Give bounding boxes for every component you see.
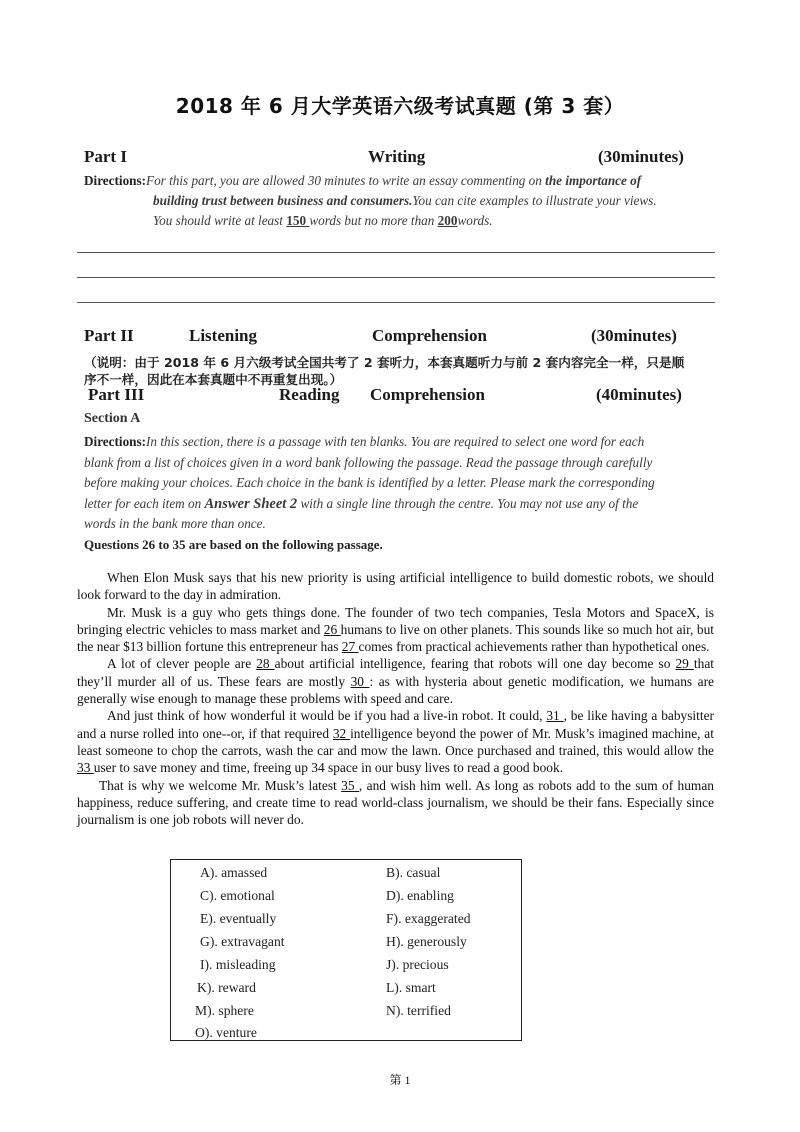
p4-text-b: , be like having a babysitter and a nurse rolled into one--or, if that required: [77, 708, 714, 741]
part2-section-b: Comprehension: [372, 326, 487, 345]
bank-option: E). eventually: [200, 911, 277, 926]
bank-option: F). exaggerated: [386, 911, 471, 926]
p2-text-c: comes from practical achievements rather than hypothetical ones.: [358, 639, 710, 655]
part3-section-a: Reading: [279, 385, 340, 404]
part1-time: (30minutes): [598, 147, 684, 166]
part3-dir-text3: before making your choices. Each choice in the bank is identified by a letter. Please mark the corresponding: [84, 475, 655, 490]
passage-p2: [77, 604, 714, 656]
part1-dir-text2: You can cite examples to illustrate your views.: [412, 193, 657, 208]
page-title: 2018 年 6 月大学英语六级考试真题 (第 3 套）: [175, 94, 625, 118]
part2-name: Part II: [84, 326, 134, 345]
p4-text-a: And just think of how wonderful it would be if you had a live-in robot. It could,: [107, 708, 547, 724]
part2-note-line2: 序不一样，因此在本套真题中不再重复出现。）: [84, 372, 343, 387]
p3-text-c: that they’ll murder all of us. These fears are mostly: [77, 656, 714, 689]
bank-option: J). precious: [386, 957, 449, 972]
bank-option: N). terrified: [386, 1003, 451, 1018]
blank-29: 29: [675, 656, 694, 672]
bank-option: O). venture: [195, 1025, 257, 1040]
part3-dir-line4: [84, 494, 724, 515]
passage-p4: [77, 707, 714, 776]
part1-directions-line2: [153, 191, 753, 212]
passage-p1: When Elon Musk says that his new priority is using artificial intelligence to build domestic robots, we should look forward to the day in admiration.: [77, 570, 714, 603]
p3-text-b: about artificial intelligence, fearing that robots will one day become so: [274, 656, 676, 672]
p5-text-b: , and wish him well. As long as robots add to the sum of human happiness, reduce suffering, and create time to read world-class journalism, we should be their fans. Especially since journalism is one job robots will never do.: [77, 777, 714, 828]
writing-line-1: [77, 252, 715, 253]
word-max: 200: [437, 213, 458, 228]
part3-dir-text4c: with a single line through the centre. You may not use any of the: [297, 495, 639, 511]
part3-dir-line3: [84, 473, 724, 494]
p3-text-a: A lot of clever people are: [107, 656, 257, 672]
part1-dir-line3b: words but no more than: [309, 213, 438, 228]
part2-note-line1: （说明：由于 2018 年 6 月六级考试全国共考了 2 套听力，本套真题听力与前 2 套内容完全一样，只是顺: [84, 355, 685, 370]
p5-text-a: That is why we welcome Mr. Musk’s latest: [99, 777, 342, 793]
part2-time: (30minutes): [591, 326, 677, 345]
bank-option: K). reward: [197, 980, 256, 995]
bank-option: L). smart: [386, 980, 436, 995]
p2-text-b: humans to live on other planets. This sounds like so much hot air, but the near $13 billion fortune this entrepreneur has: [77, 621, 714, 655]
part3-dir-line1: [84, 432, 724, 453]
part3-dir-text5: words in the bank more than once.: [84, 516, 266, 531]
blank-32: 32: [332, 725, 351, 741]
part1-dir-label: Directions:: [84, 173, 147, 188]
passage-p5: [77, 777, 714, 829]
part3-dir-text4a: letter for each item on: [84, 495, 205, 511]
part3-time: (40minutes): [596, 385, 682, 404]
part1-dir-line3a: You should write at least: [153, 213, 287, 228]
bank-option: I). misleading: [200, 957, 276, 972]
writing-line-2: [77, 277, 715, 278]
part3-section-b: Comprehension: [370, 385, 485, 404]
p4-text-d: user to save money and time, freeing up 34 space in our busy lives to read a good book.: [93, 760, 564, 776]
part1-dir-text1: For this part, you are allowed 30 minutes to write an essay commenting on: [146, 173, 546, 188]
bank-option: A). amassed: [200, 865, 268, 880]
bank-option: D). enabling: [386, 888, 454, 903]
page-number: 第 1: [389, 1073, 411, 1087]
blank-31: 31: [546, 708, 564, 724]
writing-line-3: [77, 302, 715, 303]
word-bank: [170, 859, 522, 1041]
part3-dir-line5: [84, 514, 724, 535]
part1-section: Writing: [368, 147, 426, 166]
questions-note: Questions 26 to 35 are based on the following passage.: [84, 537, 383, 552]
blank-33: 33: [77, 760, 94, 776]
blank-26: 26: [323, 621, 341, 637]
passage-p3: [77, 655, 714, 707]
passage: [77, 569, 714, 828]
bank-option: B). casual: [386, 865, 441, 880]
answer-sheet-label: Answer Sheet 2: [204, 495, 298, 512]
part3-dir-label: Directions:: [84, 434, 147, 449]
part1-directions-line1: [84, 171, 724, 192]
blank-35: 35: [341, 777, 359, 793]
part1-dir-bold-b: building trust between business and consumers.: [153, 193, 413, 208]
bank-option: H). generously: [386, 934, 467, 949]
p2-text-a: Mr. Musk is a guy who gets things done. The founder of two tech companies, Tesla Motors and SpaceX, is bringing electric vehicles to mass market and: [77, 604, 714, 637]
part2-section-a: Listening: [189, 326, 258, 345]
part1-dir-line3c: words.: [457, 213, 493, 228]
bank-option: C). emotional: [200, 888, 275, 903]
part3-name: Part III: [88, 385, 145, 404]
section-a-label: Section A: [84, 411, 141, 426]
bank-option: G). extravagant: [200, 934, 285, 949]
part1-name: Part I: [84, 147, 127, 166]
part3-dir-line2: [84, 453, 724, 474]
blank-30: 30: [350, 673, 370, 689]
part3-directions: [84, 432, 724, 535]
bank-option: M). sphere: [195, 1003, 254, 1018]
part1-dir-bold-a: the importance of: [545, 173, 642, 188]
part3-dir-text1: In this section, there is a passage with ten blanks. You are required to select one word for each: [146, 434, 645, 449]
p3-text-d: : as with hysteria about genetic modification, we humans are generally wise enough to manage these problems with speed and care.: [77, 673, 714, 707]
p4-text-c: intelligence beyond the power of Mr. Musk’s imagined machine, at least someone to chop the carrots, wash the car and mow the lawn. Once purchased and trained, this would allow the: [77, 725, 714, 758]
part1-directions-line3: [153, 211, 753, 232]
blank-27: 27: [341, 639, 359, 655]
part3-dir-text2: blank from a list of choices given in a word bank following the passage. Read the passage through carefully: [84, 454, 653, 470]
blank-28: 28: [256, 656, 275, 672]
word-min: 150: [286, 213, 310, 228]
